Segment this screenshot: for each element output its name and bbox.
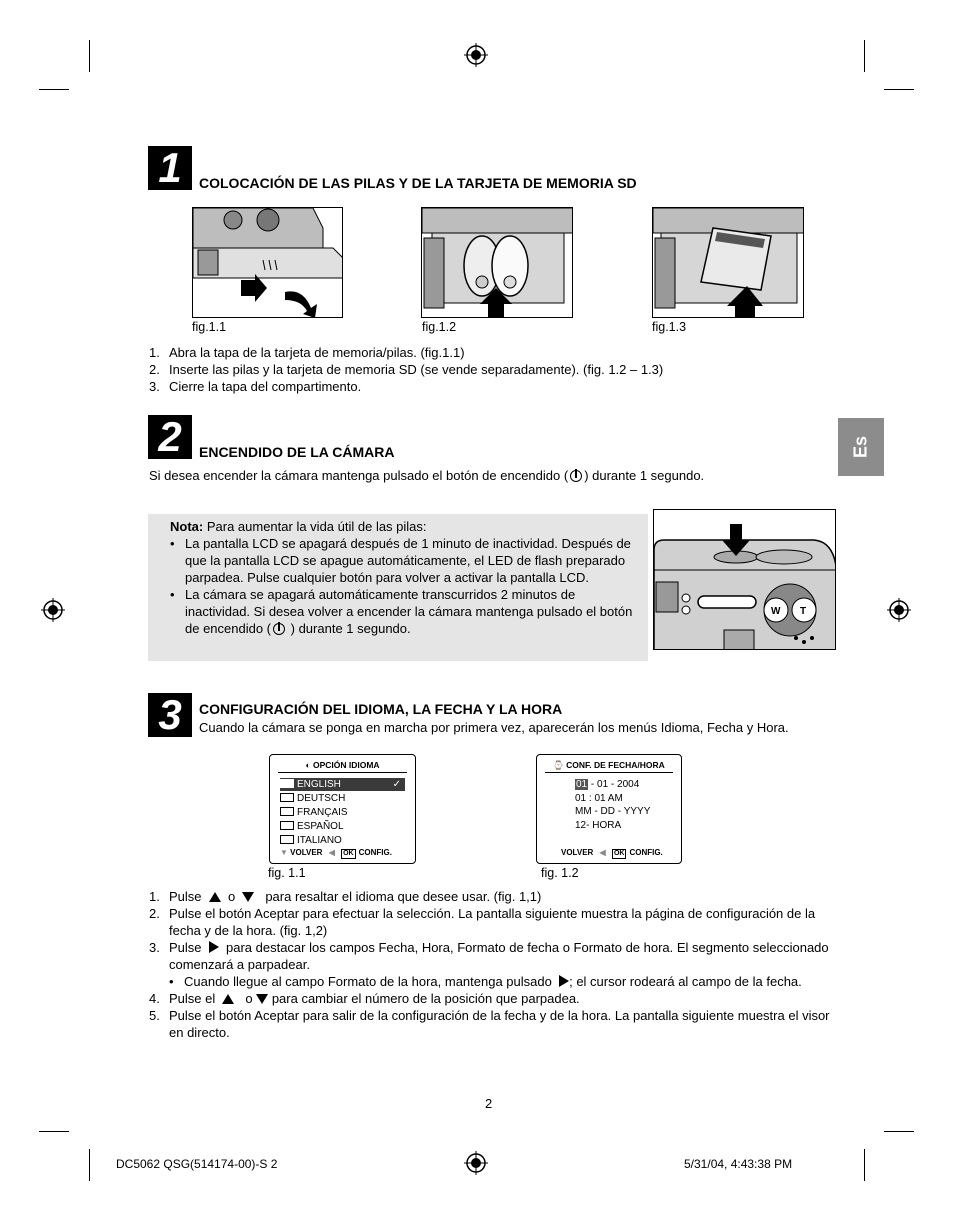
step-number-2: 2: [148, 415, 192, 459]
lcd-language-menu: [269, 754, 416, 864]
steps-list-section3: [149, 888, 839, 1041]
down-arrow-icon: [256, 994, 268, 1004]
date-field[interactable]: 01 - 01 - 2004: [576, 779, 640, 790]
list-item: • La cámara se apagará automáticamente transcurridos 2 minutos de inactividad. Si desea volver a encender la cámara mantenga pulsado el botón de encendido ( ) durante 1 segundo.: [170, 587, 633, 636]
up-arrow-icon: [222, 994, 234, 1004]
flag-es-icon: [280, 821, 294, 830]
crop-mark: [39, 1131, 69, 1132]
list-item: 2. Inserte las pilas y la tarjeta de memoria SD (se vende separadamente). (fig. 1.2 – 1.3): [149, 362, 664, 377]
step-number-3: 3: [148, 693, 192, 737]
list-item: 1. Pulse o para resaltar el idioma que desee usar. (fig. 1,1): [149, 889, 542, 904]
registration-mark-icon: [464, 43, 488, 67]
power-on-instruction: Si desea encender la cámara mantenga pulsado el botón de encendido ( ) durante 1 segundo.: [149, 468, 705, 483]
left-arrow-icon: ◀: [328, 848, 335, 857]
lcd-date-time-menu: [536, 754, 682, 864]
lcd-footer: VOLVER ◀ OK CONFIG.: [561, 848, 663, 857]
camera-label-t: T: [800, 606, 807, 617]
figure-caption: fig. 1.2: [541, 866, 579, 880]
step-number-1: 1: [148, 146, 192, 190]
lcd-title: ◐ OPCIÓN IDIOMA: [278, 759, 407, 773]
language-option-italiano[interactable]: ITALIANO: [280, 834, 405, 847]
language-option-deutsch[interactable]: DEUTSCH: [280, 792, 405, 805]
lcd-title: ⌚ CONF. DE FECHA/HORA: [545, 759, 673, 773]
flag-fr-icon: [280, 807, 294, 816]
camera-label-w: W: [771, 606, 781, 617]
power-button-icon: [273, 623, 285, 635]
note-box: [148, 514, 648, 661]
figure-insert-sd-card: [652, 207, 804, 318]
crop-mark: [864, 40, 865, 72]
list-item: 5. Pulse el botón Aceptar para salir de la configuración de la fecha y de la hora. La pantalla siguiente muestra el visor en directo.: [149, 1008, 830, 1040]
check-icon: ✓: [392, 779, 401, 790]
ok-icon: OK: [613, 850, 625, 857]
up-arrow-icon: [209, 892, 221, 902]
figure-caption: fig.1.3: [652, 320, 687, 334]
crop-mark: [864, 1149, 865, 1181]
language-tab: Es: [838, 418, 884, 476]
list-item: • La pantalla LCD se apagará después de 1 minuto de inactividad. Después de que la pantalla LCD se apague automáticamente, el LED de flash preparado parpadea. Pulse cualquier botón para volver a activar la pantalla LCD.: [170, 536, 631, 585]
section-heading-power-on: ENCENDIDO DE LA CÁMARA: [199, 444, 395, 460]
list-item: 3. Cierre la tapa del compartimento.: [149, 379, 362, 394]
list-item: 2. Pulse el botón Aceptar para efectuar la selección. La pantalla siguiente muestra la página de configuración de la fecha y de la hora. (fig. 1,2): [149, 906, 816, 938]
crop-mark: [884, 1131, 914, 1132]
lcd-footer: ▼ VOLVER ◀ OK CONFIG.: [280, 848, 392, 857]
section3-intro: Cuando la cámara se ponga en marcha por primera vez, aparecerán los menús Idioma, Fecha y Hora.: [199, 720, 789, 735]
figure-open-cover: [192, 207, 343, 318]
crop-mark: [89, 1149, 90, 1181]
flag-de-icon: [280, 793, 294, 802]
left-arrow-icon: ◀: [599, 848, 606, 857]
note-lead: Nota: Para aumentar la vida útil de las pilas:: [170, 519, 427, 534]
figure-caption: fig.1.1: [192, 320, 227, 334]
figure-insert-batteries: [421, 207, 573, 318]
registration-mark-icon: [41, 598, 65, 622]
figure-caption: fig.1.2: [422, 320, 457, 334]
sub-bullet: • Cuando llegue al campo Formato de la hora, mantenga pulsado ; el cursor rodeará al campo de la fecha.: [169, 974, 802, 989]
language-menu-icon: ◐: [305, 760, 311, 770]
flag-it-icon: [280, 835, 294, 844]
list-item: 1. Abra la tapa de la tarjeta de memoria/pilas. (fig.1.1): [149, 345, 465, 360]
down-arrow-icon: [242, 892, 254, 902]
flag-uk-icon: [280, 779, 294, 788]
time-field[interactable]: 01 : 01 AM: [575, 793, 623, 804]
right-arrow-icon: [559, 975, 569, 987]
steps-list-section1: [149, 344, 839, 395]
ok-icon: OK: [343, 850, 354, 857]
registration-mark-icon: [464, 1151, 488, 1175]
language-option-espanol[interactable]: ESPAÑOL: [280, 820, 405, 833]
footer-timestamp: 5/31/04, 4:43:38 PM: [684, 1157, 793, 1171]
crop-mark: [89, 40, 90, 72]
down-arrow-icon: ▼: [280, 848, 288, 857]
registration-mark-icon: [887, 598, 911, 622]
crop-mark: [39, 89, 69, 90]
footer-doc-id: DC5062 QSG(514174-00)-S 2: [116, 1157, 278, 1171]
section-heading-batteries: COLOCACIÓN DE LAS PILAS Y DE LA TARJETA DE MEMORIA SD: [199, 175, 637, 191]
power-button-icon: [570, 470, 582, 482]
figure-camera-power-button: [653, 509, 836, 650]
note-bullets: [170, 535, 636, 637]
crop-mark: [884, 89, 914, 90]
date-format-field[interactable]: MM - DD - YYYY: [575, 806, 651, 817]
language-option-francais[interactable]: FRANÇAIS: [280, 806, 405, 819]
section-heading-language-date: CONFIGURACIÓN DEL IDIOMA, LA FECHA Y LA HORA: [199, 701, 563, 717]
figure-caption: fig. 1.1: [268, 866, 306, 880]
hour-format-field[interactable]: 12- HORA: [575, 820, 622, 831]
right-arrow-icon: [209, 941, 219, 953]
language-option-english[interactable]: ENGLISH ✓: [280, 778, 405, 791]
page-number: 2: [485, 1096, 493, 1111]
list-item: 3. Pulse para destacar los campos Fecha, Hora, Formato de fecha o Formato de hora. El segmento seleccionado comenzará a parpadear. • Cuando llegue al campo Formato de la hora, mantenga pulsado ; el cursor rodeará al campo de la fecha.: [149, 939, 839, 990]
clock-icon: ⌚: [553, 760, 564, 770]
list-item: 4. Pulse el o para cambiar el número de la posición que parpadea.: [149, 991, 580, 1006]
